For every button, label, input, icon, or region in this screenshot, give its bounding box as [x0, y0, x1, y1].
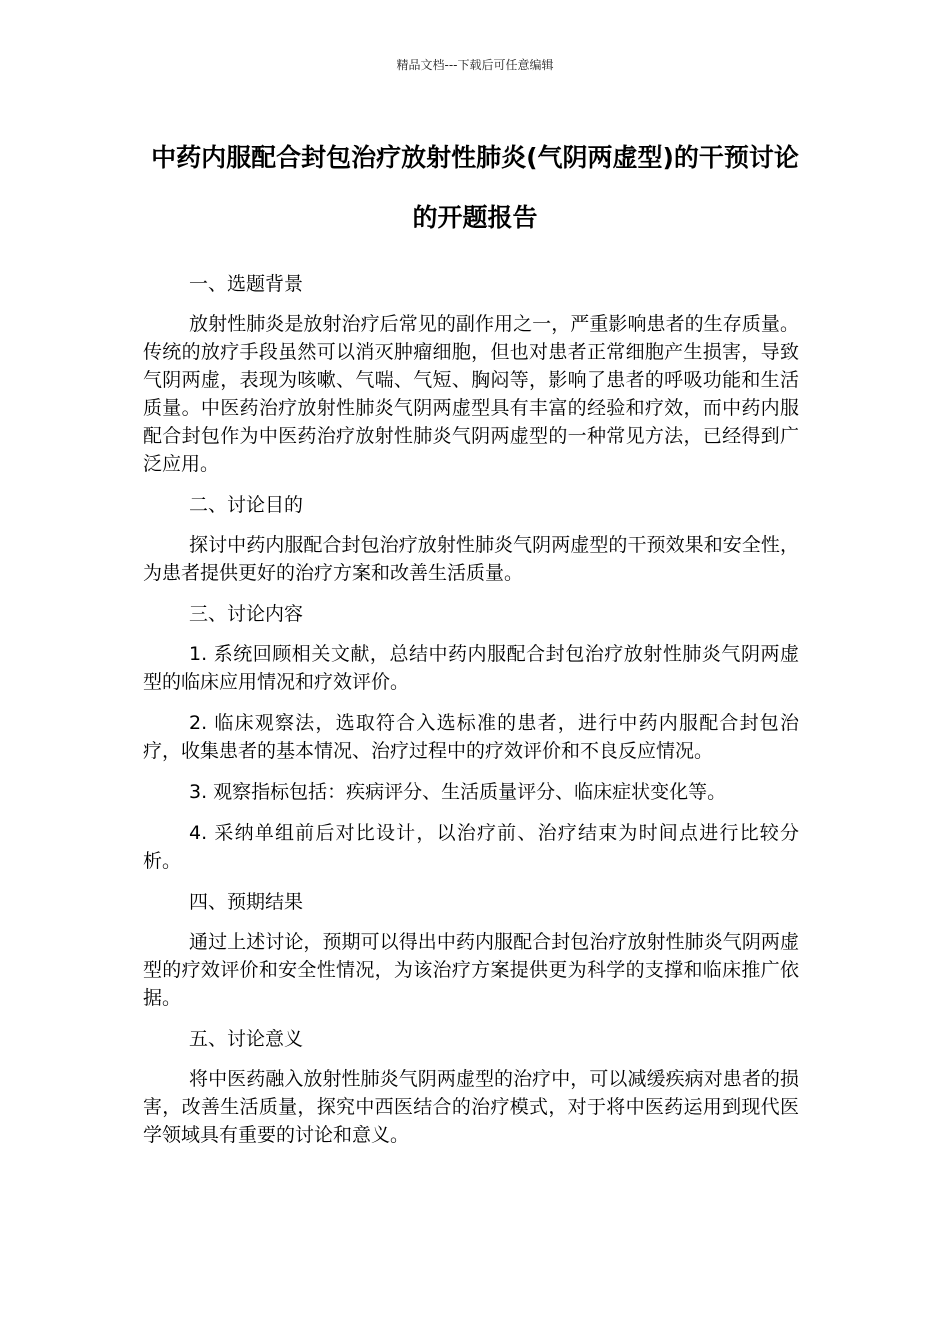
- section-heading-purpose: 二、讨论目的: [189, 494, 304, 516]
- section-body-background: 放射性肺炎是放射治疗后常见的副作用之一，严重影响患者的生存质量。传统的放疗手段虽然可以消灭肿瘤细胞，但也对患者正常细胞产生损害，导致气阴两虚，表现为咳嗽、气喘、气短、胸闷等，影响了患者的呼吸功能和生活质量。中医药治疗放射性肺炎气阴两虚型具有丰富的经验和疗效，而中药内服配合封包作为中医药治疗放射性肺炎气阴两虚型的一种常见方法，已经得到广泛应用。: [143, 313, 799, 475]
- content-item-4: 4. 采纳单组前后对比设计，以治疗前、治疗结束为时间点进行比较分析。: [143, 822, 799, 872]
- document-title: 中药内服配合封包治疗放射性肺炎(气阴两虚型)的干预讨论的开题报告: [151, 143, 799, 232]
- section-body-significance: 将中医药融入放射性肺炎气阴两虚型的治疗中，可以减缓疾病对患者的损害，改善生活质量，探究中西医结合的治疗模式，对于将中医药运用到现代医学领域具有重要的讨论和意义。: [143, 1068, 799, 1146]
- document-body: [143, 270, 799, 1162]
- section-body-purpose: 探讨中药内服配合封包治疗放射性肺炎气阴两虚型的干预效果和安全性，为患者提供更好的治疗方案和改善生活质量。: [143, 534, 799, 584]
- section-body-expected-results: 通过上述讨论，预期可以得出中药内服配合封包治疗放射性肺炎气阴两虚型的疗效评价和安全性情况，为该治疗方案提供更为科学的支撑和临床推广依据。: [143, 931, 799, 1009]
- section-heading-expected-results: 四、预期结果: [189, 891, 304, 913]
- header-note: 精品文档---下载后可任意编辑: [396, 58, 554, 72]
- content-item-3: 3. 观察指标包括：疾病评分、生活质量评分、临床症状变化等。: [189, 781, 727, 803]
- section-heading-background: 一、选题背景: [189, 273, 304, 295]
- content-item-1: 1. 系统回顾相关文献，总结中药内服配合封包治疗放射性肺炎气阴两虚型的临床应用情况和疗效评价。: [143, 643, 799, 693]
- section-heading-significance: 五、讨论意义: [189, 1028, 304, 1050]
- content-item-2: 2. 临床观察法，选取符合入选标准的患者，进行中药内服配合封包治疗，收集患者的基本情况、治疗过程中的疗效评价和不良反应情况。: [143, 712, 799, 762]
- section-heading-content: 三、讨论内容: [189, 603, 304, 625]
